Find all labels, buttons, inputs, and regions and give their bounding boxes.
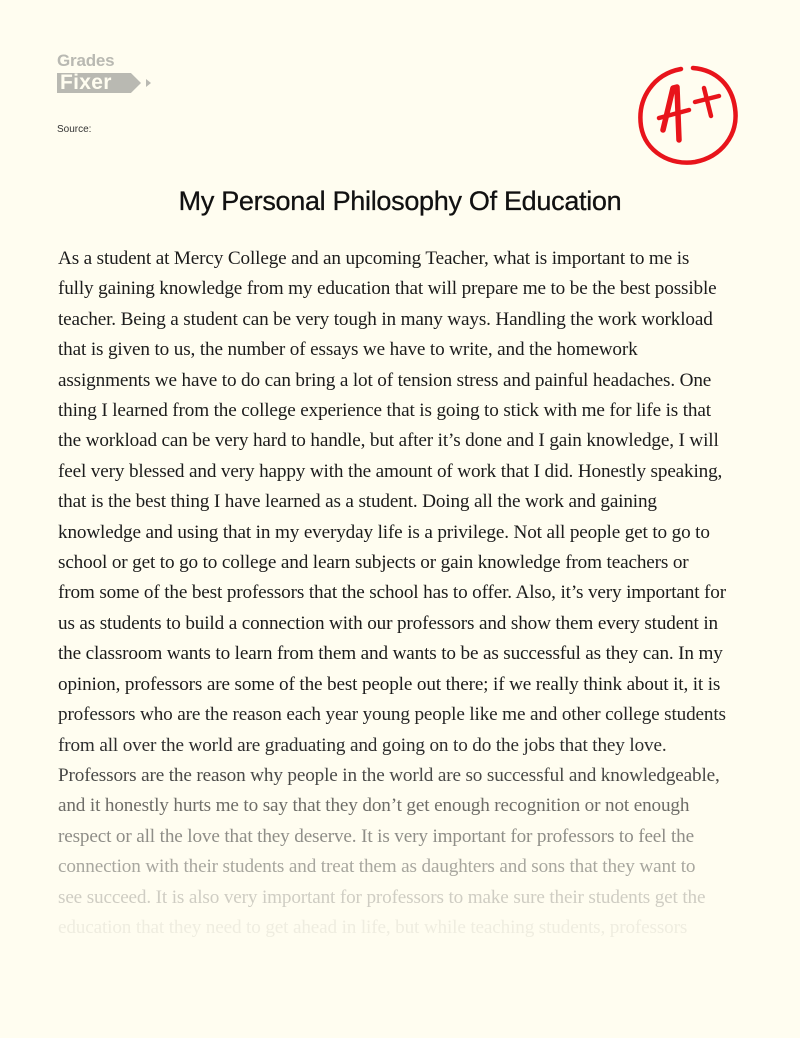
essay-line: professors who are the reason each year young people like me and other college students — [58, 704, 726, 726]
essay-body — [58, 244, 758, 943]
essay-line: connection with their students and treat them as daughters and sons that they want to — [58, 856, 696, 878]
essay-line: opinion, professors are some of the best people out there; if we really think about it, it is — [58, 673, 721, 695]
essay-line: school or get to go to college and learn subjects or gain knowledge from teachers or — [58, 552, 689, 574]
essay-line: us as students to build a connection with our professors and show them every student in — [58, 612, 719, 634]
logo-top-word: Grades — [57, 51, 115, 70]
gradesfixer-logo[interactable] — [57, 52, 167, 102]
essay-line: knowledge and using that in my everyday life is a privilege. Not all people get to go to — [58, 521, 710, 543]
essay-line: Professors are the reason why people in the world are so successful and knowledgeable, — [58, 764, 720, 786]
essay-line: teacher. Being a student can be very tough in many ways. Handling the work workload — [58, 308, 713, 330]
essay-line: from some of the best professors that the school has to offer. Also, it’s very important for — [58, 582, 726, 604]
play-arrow-icon — [146, 79, 151, 87]
a-plus-grade-icon — [629, 60, 745, 170]
essay-line: the workload can be very hard to handle, but after it’s done and I gain knowledge, I will — [58, 430, 719, 452]
logo-bottom-word: Fixer — [60, 71, 112, 94]
essay-line: feel very blessed and very happy with the amount of work that I did. Honestly speaking, — [58, 460, 723, 482]
essay-line: thing I learned from the college experience that is going to stick with me for life is that — [58, 400, 711, 422]
essay-line: from all over the world are graduating and going on to do the jobs that they love. — [58, 734, 667, 756]
essay-title: My Personal Philosophy Of Education — [178, 186, 622, 216]
essay-line: education that they need to get ahead in life, but while teaching students, professors — [58, 916, 688, 938]
essay-line: see succeed. It is also very important for professors to make sure their students get the — [58, 886, 706, 908]
essay-line: the classroom wants to learn from them and wants to be as successful as they can. In my — [58, 643, 723, 665]
essay-line: that is the best thing I have learned as a student. Doing all the work and gaining — [58, 491, 657, 513]
essay-line: As a student at Mercy College and an upcoming Teacher, what is important to me is — [58, 248, 690, 269]
essay-line: assignments we have to do can bring a lot of tension stress and painful headaches. One — [58, 369, 712, 391]
source-label: Source: — [57, 124, 92, 135]
essay-line: that is given to us, the number of essays we have to write, and the homework — [58, 339, 638, 361]
essay-line: respect or all the love that they deserve. It is very important for professors to feel the — [58, 825, 694, 847]
essay-line: fully gaining knowledge from my education that will prepare me to be the best possible — [58, 278, 717, 300]
essay-line: and it honestly hurts me to say that they don’t get enough recognition or not enough — [58, 795, 690, 817]
